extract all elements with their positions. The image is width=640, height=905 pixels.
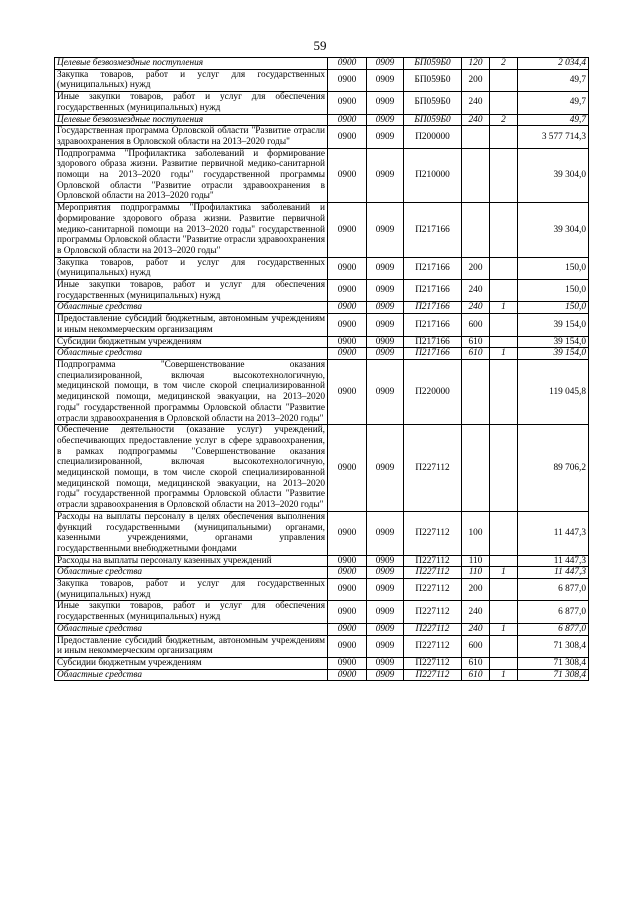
row-target-article: П217166	[404, 348, 462, 360]
row-expense-type: 240	[462, 114, 490, 126]
row-amount: 39 304,0	[518, 148, 589, 203]
row-name: Областные средства	[55, 567, 328, 579]
row-ministry-code: 0900	[328, 257, 367, 279]
row-ministry-code: 0900	[328, 669, 367, 681]
row-target-article: П227112	[404, 657, 462, 669]
row-expense-type	[462, 359, 490, 424]
row-expense-type	[462, 203, 490, 258]
row-amount: 39 154,0	[518, 336, 589, 348]
row-expense-type: 110	[462, 555, 490, 567]
row-ministry-code: 0900	[328, 359, 367, 424]
row-ministry-code: 0900	[328, 148, 367, 203]
row-amount: 2 034,4	[518, 58, 589, 70]
row-funding-source	[490, 92, 518, 114]
row-funding-source	[490, 280, 518, 302]
row-name: Областные средства	[55, 302, 328, 314]
row-expense-type: 200	[462, 257, 490, 279]
row-expense-type: 240	[462, 280, 490, 302]
row-target-article: БП059Б0	[404, 92, 462, 114]
row-funding-source	[490, 69, 518, 91]
row-ministry-code: 0900	[328, 425, 367, 512]
row-funding-source	[490, 657, 518, 669]
row-target-article: П220000	[404, 359, 462, 424]
row-ministry-code: 0900	[328, 69, 367, 91]
table-row	[55, 314, 589, 336]
row-amount: 6 877,0	[518, 623, 589, 635]
row-section-code: 0909	[367, 623, 404, 635]
row-amount: 6 877,0	[518, 579, 589, 601]
row-amount: 39 304,0	[518, 203, 589, 258]
row-target-article: П200000	[404, 126, 462, 148]
row-name: Областные средства	[55, 623, 328, 635]
row-name: Предоставление субсидий бюджетным, автономным учреждениям и иным некоммерческим организациям	[55, 314, 328, 336]
table-row	[55, 203, 589, 258]
table-row	[55, 657, 589, 669]
row-section-code: 0909	[367, 58, 404, 70]
row-name: Предоставление субсидий бюджетным, автономным учреждениям и иным некоммерческим организациям	[55, 635, 328, 657]
table-row	[55, 348, 589, 360]
row-amount: 11 447,3	[518, 555, 589, 567]
row-expense-type: 120	[462, 58, 490, 70]
row-name: Иные закупки товаров, работ и услуг для обеспечения государственных (муниципальных) нужд	[55, 280, 328, 302]
table-row	[55, 257, 589, 279]
row-name: Целевые безвозмездные поступления	[55, 58, 328, 70]
row-expense-type: 600	[462, 314, 490, 336]
row-ministry-code: 0900	[328, 126, 367, 148]
table-row	[55, 623, 589, 635]
row-amount: 89 706,2	[518, 425, 589, 512]
row-expense-type: 600	[462, 635, 490, 657]
row-expense-type: 100	[462, 511, 490, 555]
row-amount: 150,0	[518, 257, 589, 279]
row-target-article: П217166	[404, 257, 462, 279]
row-section-code: 0909	[367, 348, 404, 360]
row-amount: 39 154,0	[518, 348, 589, 360]
row-ministry-code: 0900	[328, 314, 367, 336]
row-section-code: 0909	[367, 336, 404, 348]
row-expense-type: 200	[462, 69, 490, 91]
row-funding-source	[490, 359, 518, 424]
row-expense-type: 610	[462, 669, 490, 681]
row-amount: 150,0	[518, 302, 589, 314]
row-section-code: 0909	[367, 114, 404, 126]
row-ministry-code: 0900	[328, 92, 367, 114]
row-expense-type: 610	[462, 657, 490, 669]
row-ministry-code: 0900	[328, 58, 367, 70]
row-target-article: П217166	[404, 314, 462, 336]
row-expense-type: 200	[462, 579, 490, 601]
row-target-article: П210000	[404, 148, 462, 203]
row-funding-source: 2	[490, 114, 518, 126]
row-name: Государственная программа Орловской области "Развитие отрасли здравоохранения в Орловской области на 2013–2020 годы"	[55, 126, 328, 148]
row-funding-source	[490, 425, 518, 512]
table-row	[55, 280, 589, 302]
row-section-code: 0909	[367, 635, 404, 657]
row-expense-type: 610	[462, 336, 490, 348]
row-name: Расходы на выплаты персоналу казенных учреждений	[55, 555, 328, 567]
row-name: Закупка товаров, работ и услуг для государственных (муниципальных) нужд	[55, 69, 328, 91]
row-target-article: П217166	[404, 280, 462, 302]
row-target-article: П227112	[404, 623, 462, 635]
row-section-code: 0909	[367, 69, 404, 91]
row-section-code: 0909	[367, 511, 404, 555]
row-expense-type: 240	[462, 623, 490, 635]
table-row	[55, 302, 589, 314]
table-row	[55, 359, 589, 424]
row-name: Расходы на выплаты персоналу в целях обеспечения выполнения функций государственными (муниципальными) органами, казенными учреждениями, органами управления государственными внебюджетными фондами	[55, 511, 328, 555]
table-row	[55, 579, 589, 601]
row-expense-type	[462, 126, 490, 148]
row-ministry-code: 0900	[328, 203, 367, 258]
row-ministry-code: 0900	[328, 567, 367, 579]
row-funding-source	[490, 148, 518, 203]
row-amount: 71 308,4	[518, 657, 589, 669]
table-row	[55, 336, 589, 348]
row-target-article: П217166	[404, 302, 462, 314]
row-funding-source: 2	[490, 58, 518, 70]
row-section-code: 0909	[367, 257, 404, 279]
row-name: Субсидии бюджетным учреждениям	[55, 657, 328, 669]
row-amount: 11 447,3	[518, 511, 589, 555]
row-target-article: П227112	[404, 567, 462, 579]
row-amount: 49,7	[518, 92, 589, 114]
row-amount: 71 308,4	[518, 635, 589, 657]
row-section-code: 0909	[367, 280, 404, 302]
row-section-code: 0909	[367, 203, 404, 258]
page-number: 59	[313, 38, 327, 53]
row-ministry-code: 0900	[328, 511, 367, 555]
row-expense-type: 240	[462, 601, 490, 623]
row-expense-type: 610	[462, 348, 490, 360]
table-row	[55, 511, 589, 555]
row-funding-source: 1	[490, 669, 518, 681]
row-ministry-code: 0900	[328, 635, 367, 657]
row-section-code: 0909	[367, 302, 404, 314]
row-section-code: 0909	[367, 425, 404, 512]
row-name: Обеспечение деятельности (оказание услуг) учреждений, обеспечивающих предоставление услуг в сфере здравоохранения, в рамках подпрограммы "Совершенствование оказания специализированной, включая высокотехнологичную, медицинской помощи, в том числе скорой специализированной медицинской помощи, медицинской эвакуации, на 2013–2020 годы" государственной программы Орловской области "Развитие отрасли здравоохранения в Орловской области на 2013–2020 годы"	[55, 425, 328, 512]
table-row	[55, 669, 589, 681]
row-section-code: 0909	[367, 555, 404, 567]
row-name: Иные закупки товаров, работ и услуг для обеспечения государственных (муниципальных) нужд	[55, 601, 328, 623]
row-amount: 49,7	[518, 69, 589, 91]
row-funding-source: 1	[490, 567, 518, 579]
row-target-article: БП059Б0	[404, 69, 462, 91]
row-name: Областные средства	[55, 669, 328, 681]
table-row	[55, 69, 589, 91]
row-funding-source	[490, 601, 518, 623]
table-row	[55, 58, 589, 70]
row-ministry-code: 0900	[328, 348, 367, 360]
row-amount: 71 308,4	[518, 669, 589, 681]
row-amount: 39 154,0	[518, 314, 589, 336]
row-section-code: 0909	[367, 579, 404, 601]
table-row	[55, 126, 589, 148]
row-target-article: П227112	[404, 511, 462, 555]
table-row	[55, 567, 589, 579]
row-name: Иные закупки товаров, работ и услуг для обеспечения государственных (муниципальных) нужд	[55, 92, 328, 114]
table-row	[55, 148, 589, 203]
row-amount: 150,0	[518, 280, 589, 302]
row-ministry-code: 0900	[328, 623, 367, 635]
row-funding-source	[490, 314, 518, 336]
row-ministry-code: 0900	[328, 302, 367, 314]
row-name: Подпрограмма "Совершенствование оказания специализированной, включая высокотехнологичную, медицинской помощи, в том числе скорой специализированной медицинской помощи, медицинской эвакуации, на 2013–2020 годы" государственной программы Орловской области "Развитие отрасли здравоохранения в Орловской области на 2013–2020 годы"	[55, 359, 328, 424]
row-funding-source	[490, 126, 518, 148]
row-name: Областные средства	[55, 348, 328, 360]
row-funding-source: 1	[490, 302, 518, 314]
row-funding-source	[490, 555, 518, 567]
row-target-article: П227112	[404, 669, 462, 681]
row-funding-source	[490, 579, 518, 601]
row-section-code: 0909	[367, 359, 404, 424]
row-target-article: П227112	[404, 555, 462, 567]
row-name: Мероприятия подпрограммы "Профилактика заболеваний и формирование здорового образа жизни. Развитие первичной медико-санитарной помощи на 2013–2020 годы" государственной программы Орловской области "Развитие отрасли здравоохранения в Орловской области на 2013–2020 годы"	[55, 203, 328, 258]
row-ministry-code: 0900	[328, 336, 367, 348]
row-amount: 3 577 714,3	[518, 126, 589, 148]
row-target-article: П227112	[404, 579, 462, 601]
budget-table	[54, 57, 589, 681]
row-section-code: 0909	[367, 314, 404, 336]
row-funding-source	[490, 203, 518, 258]
row-funding-source	[490, 257, 518, 279]
row-ministry-code: 0900	[328, 280, 367, 302]
row-name: Целевые безвозмездные поступления	[55, 114, 328, 126]
row-target-article: П217166	[404, 203, 462, 258]
row-section-code: 0909	[367, 567, 404, 579]
table-row	[55, 114, 589, 126]
row-section-code: 0909	[367, 148, 404, 203]
row-name: Закупка товаров, работ и услуг для государственных (муниципальных) нужд	[55, 257, 328, 279]
row-target-article: П217166	[404, 336, 462, 348]
table-row	[55, 601, 589, 623]
row-funding-source: 1	[490, 348, 518, 360]
row-expense-type: 240	[462, 302, 490, 314]
row-funding-source: 1	[490, 623, 518, 635]
table-row	[55, 635, 589, 657]
row-target-article: БП059Б0	[404, 58, 462, 70]
row-expense-type: 110	[462, 567, 490, 579]
row-ministry-code: 0900	[328, 555, 367, 567]
row-target-article: П227112	[404, 635, 462, 657]
row-amount: 11 447,3	[518, 567, 589, 579]
row-target-article: БП059Б0	[404, 114, 462, 126]
row-name: Подпрограмма "Профилактика заболеваний и формирование здорового образа жизни. Развитие первичной медико-санитарной помощи на 2013–2020 годы" государственной программы Орловской области "Развитие отрасли здравоохранения в Орловской области на 2013–2020 годы"	[55, 148, 328, 203]
table-row	[55, 555, 589, 567]
row-section-code: 0909	[367, 601, 404, 623]
row-ministry-code: 0900	[328, 579, 367, 601]
row-funding-source	[490, 635, 518, 657]
row-target-article: П227112	[404, 425, 462, 512]
row-name: Закупка товаров, работ и услуг для государственных (муниципальных) нужд	[55, 579, 328, 601]
row-section-code: 0909	[367, 92, 404, 114]
row-section-code: 0909	[367, 126, 404, 148]
row-ministry-code: 0900	[328, 601, 367, 623]
row-ministry-code: 0900	[328, 657, 367, 669]
row-amount: 6 877,0	[518, 601, 589, 623]
table-row	[55, 92, 589, 114]
row-ministry-code: 0900	[328, 114, 367, 126]
row-funding-source	[490, 511, 518, 555]
row-name: Субсидии бюджетным учреждениям	[55, 336, 328, 348]
row-amount: 49,7	[518, 114, 589, 126]
row-funding-source	[490, 336, 518, 348]
table-row	[55, 425, 589, 512]
row-expense-type	[462, 425, 490, 512]
row-expense-type: 240	[462, 92, 490, 114]
row-amount: 119 045,8	[518, 359, 589, 424]
row-expense-type	[462, 148, 490, 203]
row-section-code: 0909	[367, 657, 404, 669]
row-target-article: П227112	[404, 601, 462, 623]
row-section-code: 0909	[367, 669, 404, 681]
